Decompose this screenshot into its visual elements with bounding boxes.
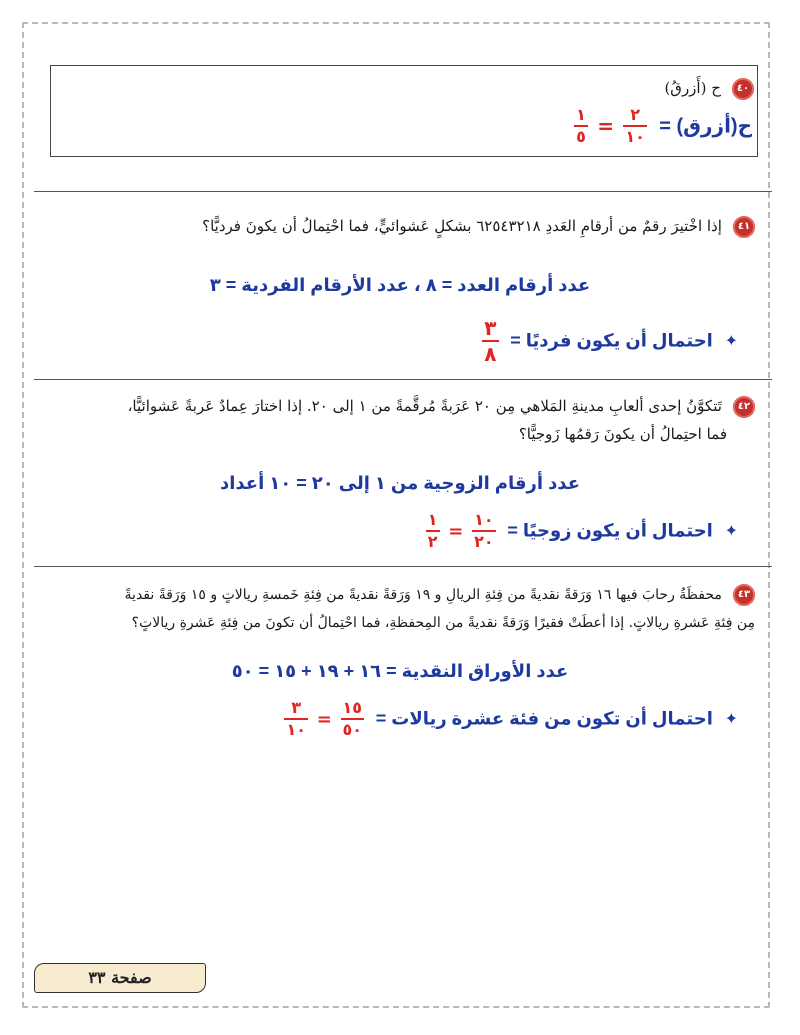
question-41-text-row xyxy=(35,212,755,240)
equals-sign: = xyxy=(316,708,332,730)
fraction-3-10 xyxy=(284,700,308,738)
page-number-label: صفحة ٣٣ xyxy=(88,968,152,987)
diamond-star-icon: ✦ xyxy=(724,521,738,540)
fraction-denominator: ١٠ xyxy=(286,720,306,739)
fraction-2-10 xyxy=(623,107,647,145)
fraction-numerator: ١٠ xyxy=(474,510,494,529)
question-43-solution-line-2 xyxy=(58,700,738,738)
question-41-text: إذا اخْتيرَ رقمٌ من أرقامِ العَددِ ٦٢٥٤٣٢١٨ بشكلٍ عَشوائيٍّ، فما احْتِمالُ أن يكونَ فرديًّا؟ xyxy=(202,217,722,235)
fraction-denominator: ١٠ xyxy=(625,127,645,146)
fraction-numerator: ٢ xyxy=(630,105,641,124)
fraction-3-8 xyxy=(482,318,498,364)
equals-sign: = xyxy=(448,520,464,542)
fraction-1-5 xyxy=(574,107,588,145)
fraction-numerator: ١٥ xyxy=(342,698,363,717)
question-40-text-row xyxy=(154,74,754,102)
fraction-denominator: ٢٠ xyxy=(474,532,494,551)
question-42-solution-line-2 xyxy=(138,512,738,550)
probability-label: احتمال أن يكون فرديًا = xyxy=(510,330,713,351)
fraction-denominator: ٢ xyxy=(427,532,438,551)
question-42-text-line-2: فما احتِمالُ أن يكونَ رَقمُها زَوجيًّا؟ xyxy=(518,425,727,443)
question-43-text-line-1: محفظَةُ رحابَ فيها ١٦ وَرَقةً نقديةً من فِئةِ الريالِ و ١٩ وَرَقةً نقديةً من فِئةِ خَمسةِ ريالاتٍ و ١٥ وَرَقةً نقديةً xyxy=(124,587,722,603)
page-number-tab xyxy=(34,963,206,993)
divider xyxy=(34,191,772,192)
question-number-badge: ٤٢ xyxy=(733,396,755,418)
question-40-answer xyxy=(252,107,752,145)
divider xyxy=(34,379,772,380)
question-43-solution-line-1: عدد الأوراق النقدية = ١٦ + ١٩ + ١٥ = ٥٠ xyxy=(231,661,569,681)
question-40-text: ح (أَزرقُ) xyxy=(664,79,721,97)
diamond-star-icon: ✦ xyxy=(724,709,738,728)
fraction-numerator: ٣ xyxy=(291,698,302,717)
probability-label: احتمال أن يكون زوجيًا = xyxy=(507,520,713,541)
fraction-15-50 xyxy=(341,700,365,738)
equals-sign: = xyxy=(597,114,615,138)
fraction-numerator: ١ xyxy=(576,105,586,124)
fraction-numerator: ٣ xyxy=(484,316,497,340)
question-number-badge: ٤٣ xyxy=(733,584,755,606)
question-number-badge: ٤٠ xyxy=(732,78,754,100)
question-number-badge: ٤١ xyxy=(733,216,755,238)
probability-label: احتمال أن تكون من فئة عشرة ريالات = xyxy=(375,708,713,729)
fraction-numerator: ١ xyxy=(427,510,438,529)
fraction-denominator: ٨ xyxy=(484,342,497,366)
fraction-1-2 xyxy=(426,512,440,550)
question-43-text xyxy=(35,581,755,637)
fraction-10-20 xyxy=(472,512,496,550)
divider xyxy=(34,566,772,567)
question-42-text xyxy=(35,392,755,448)
question-42-solution-line-1: عدد أرقام الزوجية من ١ إلى ٢٠ = ١٠ أعداد xyxy=(219,473,581,493)
question-42-text-line-1: تَتكوَّنُ إحدى ألعابِ مدينةِ المَلاهي مِن ٢٠ عَرَبةً مُرقَّمةً من ١ إلى ٢٠. إذا اختارَ عِمادٌ عَربةً عَشوائيًّا، xyxy=(127,397,722,415)
fraction-denominator: ٥٠ xyxy=(342,720,363,739)
question-41-solution-line-2 xyxy=(138,318,738,364)
fraction-denominator: ٥ xyxy=(576,127,586,146)
answer-label: ح(أزرق) = xyxy=(659,115,752,138)
question-41-solution-line-1: عدد أرقام العدد = ٨ ، عدد الأرقام الفردية = ٣ xyxy=(209,275,591,295)
diamond-star-icon: ✦ xyxy=(724,331,738,350)
question-43-text-line-2: مِن فِئةِ عَشرةِ ريالاتٍ. إذا أعطَتْ فقيرًا وَرَقةً نقديةً من المِحفظةِ، فما احْتِمالُ أن تكونَ من فِئةِ عَشرةِ ريالاتٍ؟ xyxy=(131,615,755,631)
